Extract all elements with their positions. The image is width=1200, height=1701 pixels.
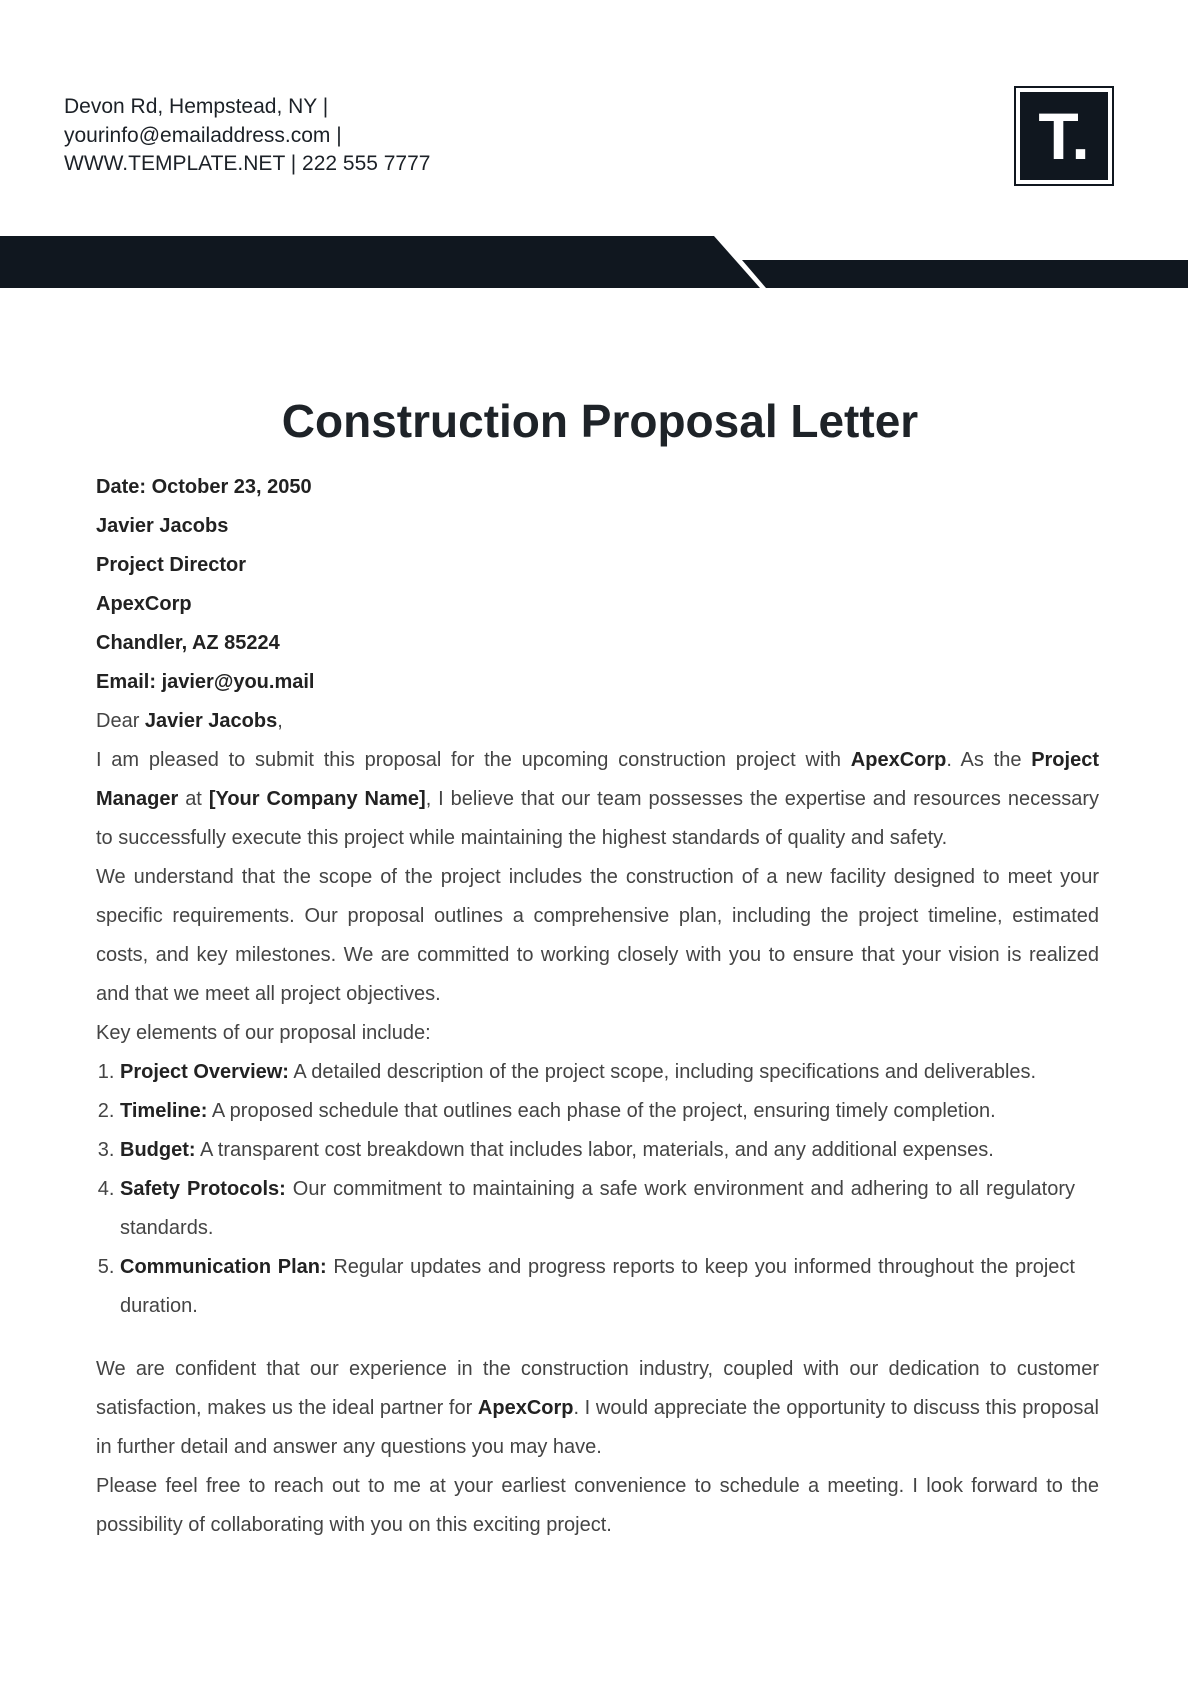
- header-banner: [0, 236, 1200, 292]
- recipient-email: Email: javier@you.mail: [96, 671, 315, 693]
- letter-date: Date: October 23, 2050: [96, 476, 312, 498]
- list-item: 2. Timeline: A proposed schedule that outlines each phase of the project, ensuring timely completion.: [120, 1092, 1075, 1131]
- sender-company: [Your Company Name]: [208, 788, 426, 810]
- scope-paragraph: We understand that the scope of the project includes the construction of a new facility designed to meet your specific requirements. Our proposal outlines a comprehensive plan, including the project timeline, estimated costs, and key milestones. We are committed to working closely with you to ensure that your vision is realized and that we meet all project objectives.: [96, 866, 1099, 1005]
- key-elements-list: [96, 1053, 1099, 1326]
- list-item: 1. Project Overview: A detailed description of the project scope, including specifications and deliverables.: [120, 1053, 1075, 1092]
- page-title: Construction Proposal Letter: [281, 395, 919, 447]
- contact-website-phone: WWW.TEMPLATE.NET | 222 555 7777: [64, 152, 431, 175]
- key-elements-intro: Key elements of our proposal include:: [96, 1022, 431, 1044]
- recipient-name: Javier Jacobs: [96, 515, 229, 537]
- contact-email: yourinfo@emailaddress.com |: [64, 123, 342, 147]
- contact-address: Devon Rd, Hempstead, NY |: [64, 95, 329, 118]
- confidence-paragraph: We are confident that our experience in the construction industry, coupled with our dedication to customer satisfaction, makes us the ideal partner for ApexCorp. I would appreciate the opportunity to discuss this proposal in further detail and answer any questions you may have.: [96, 1358, 1099, 1458]
- recipient-block: [96, 468, 1099, 702]
- recipient-address: Chandler, AZ 85224: [96, 632, 280, 654]
- intro-paragraph: I am pleased to submit this proposal for the upcoming construction project with ApexCorp. As the Project Manager at [Your Company Name], I believe that our team possesses the expertise and resources necessary to successfully execute this project while maintaining the highest standards of quality and safety.: [96, 749, 1100, 849]
- letter-body: [96, 468, 1099, 1545]
- company-name: ApexCorp: [850, 749, 947, 771]
- recipient-company: ApexCorp: [96, 593, 192, 615]
- company-logo: [1014, 86, 1114, 186]
- logo-text: T.: [1020, 92, 1108, 180]
- salutation: Dear Javier Jacobs,: [96, 710, 283, 732]
- header-contact-info: [64, 93, 430, 179]
- list-item: 5. Communication Plan: Regular updates and progress reports to keep you informed throughout the project duration.: [120, 1248, 1075, 1326]
- sender-role: Project Manager: [96, 749, 1099, 810]
- banner-right-band: [742, 260, 1188, 288]
- banner-left-band: [0, 236, 760, 288]
- salutation-name: Javier Jacobs: [144, 710, 278, 732]
- spacer: [96, 1326, 1099, 1350]
- company-name: ApexCorp: [477, 1397, 574, 1419]
- list-item: 4. Safety Protocols: Our commitment to maintaining a safe work environment and adhering to all regulatory standards.: [120, 1170, 1075, 1248]
- closing-paragraph: Please feel free to reach out to me at your earliest convenience to schedule a meeting. I look forward to the possibility of collaborating with you on this exciting project.: [96, 1475, 1099, 1536]
- recipient-position: Project Director: [96, 554, 247, 576]
- list-item: 3. Budget: A transparent cost breakdown that includes labor, materials, and any additional expenses.: [120, 1131, 1075, 1170]
